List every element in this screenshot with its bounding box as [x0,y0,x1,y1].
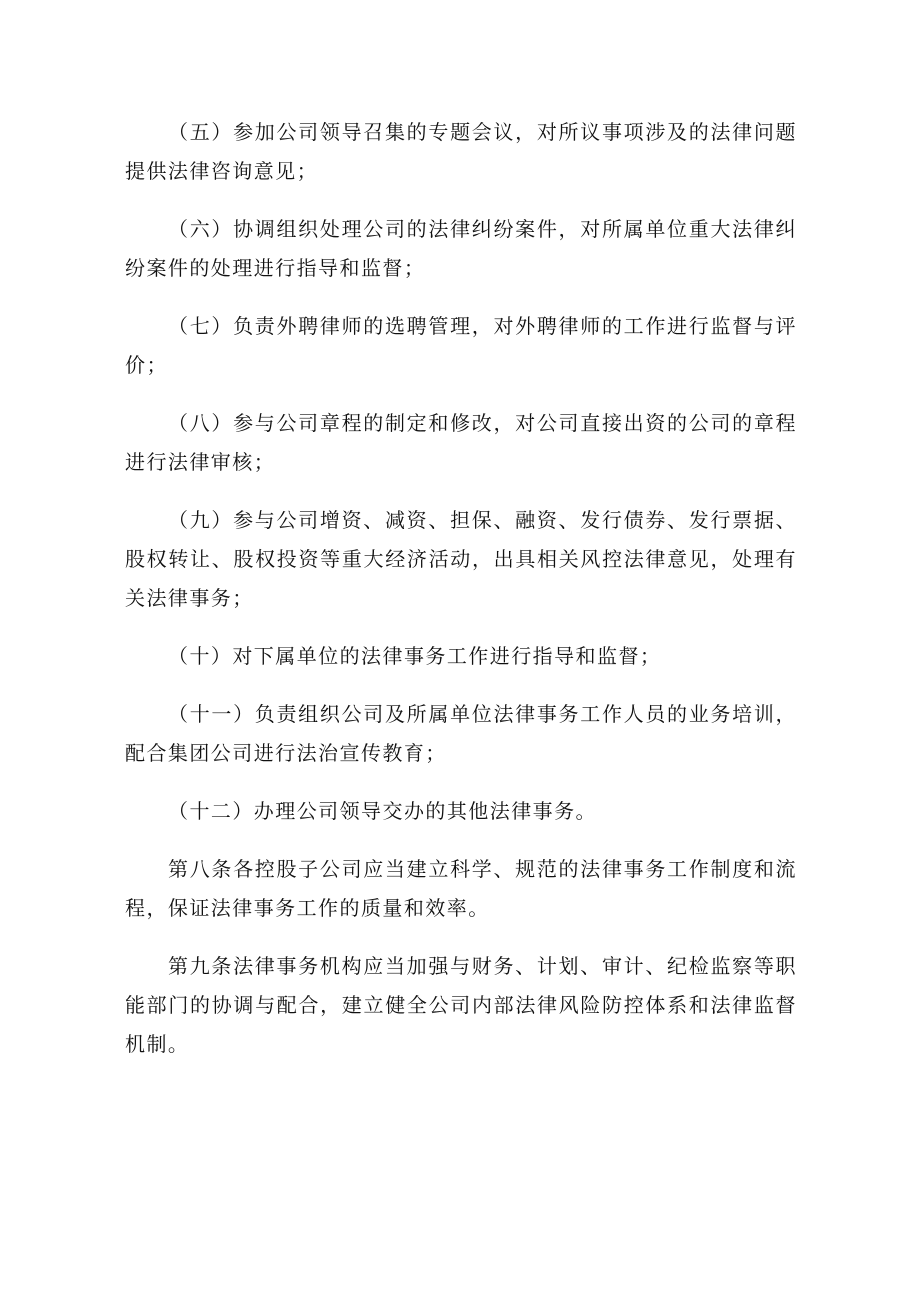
clause-9-paragraph: （九）参与公司增资、减资、担保、融资、发行债券、发行票据、股权转让、股权投资等重大经济活动，出具相关风控法律意见，处理有关法律事务； [125,508,797,610]
clause-12-paragraph: （十二）办理公司领导交办的其他法律事务。 [168,799,597,823]
clause-6-paragraph: （六）协调组织处理公司的法律纠纷案件，对所属单位重大法律纠纷案件的处理进行指导和监督； [125,217,797,280]
article-8-paragraph: 第八条各控股子公司应当建立科学、规范的法律事务工作制度和流程，保证法律事务工作的质量和效率。 [125,857,797,920]
article-9-paragraph: 第九条法律事务机构应当加强与财务、计划、审计、纪检监察等职能部门的协调与配合，建立健全公司内部法律风险防控体系和法律监督机制。 [125,954,797,1056]
clause-10-paragraph: （十）对下属单位的法律事务工作进行指导和监督； [168,644,662,668]
clause-11-paragraph: （十一）负责组织公司及所属单位法律事务工作人员的业务培训，配合集团公司进行法治宣传教育； [125,702,797,765]
clause-8-paragraph: （八）参与公司章程的制定和修改，对公司直接出资的公司的章程进行法律审核； [125,411,797,474]
clause-7-paragraph: （七）负责外聘律师的选聘管理，对外聘律师的工作进行监督与评价； [125,314,797,377]
document-body [125,113,797,1083]
clause-5-paragraph: （五）参加公司领导召集的专题会议，对所议事项涉及的法律问题提供法律咨询意见； [125,120,797,183]
